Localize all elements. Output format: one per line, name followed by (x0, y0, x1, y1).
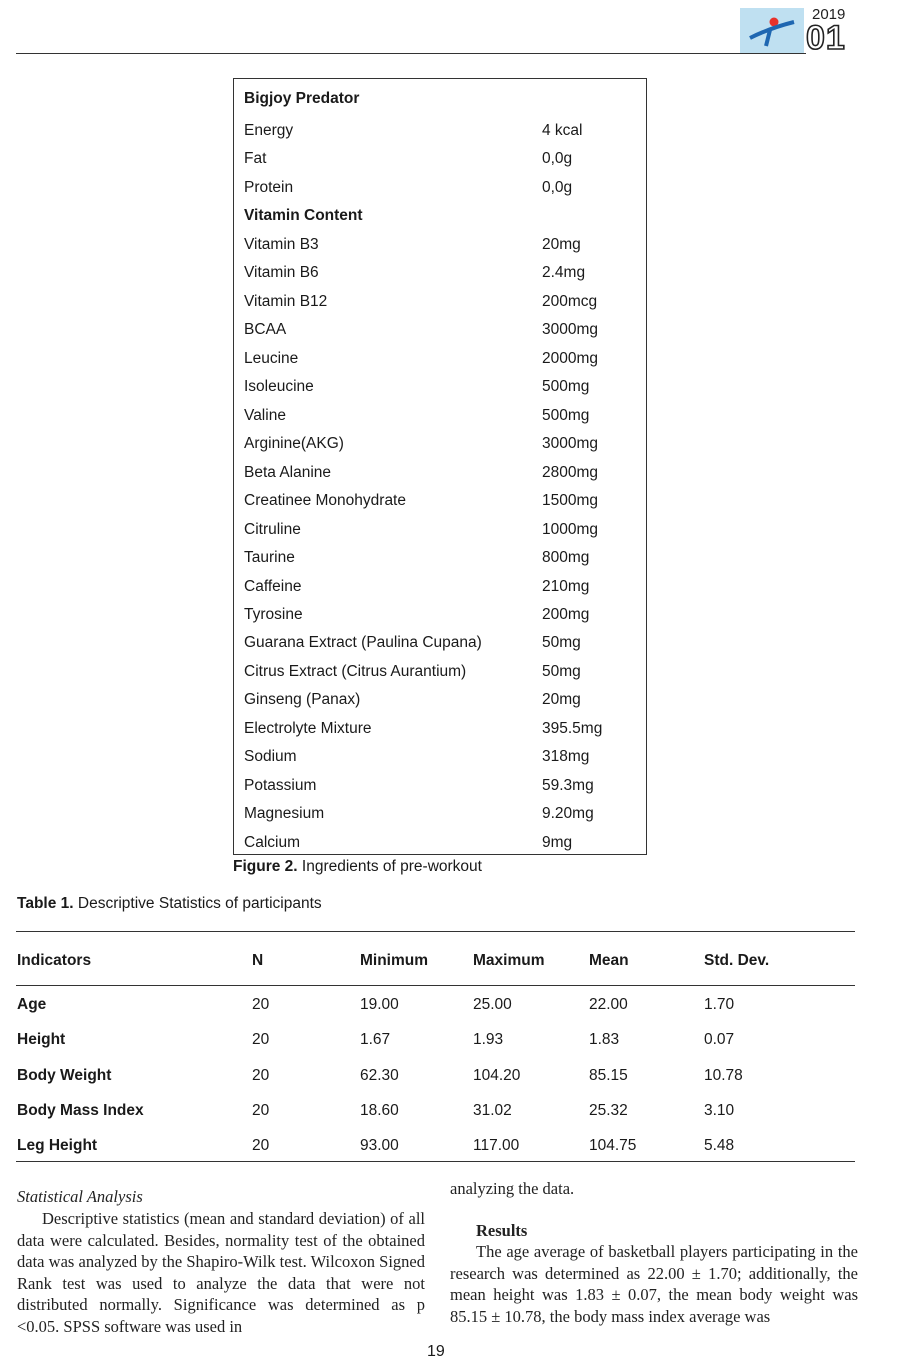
table-caption (17, 895, 322, 913)
table-bottom-rule (16, 1161, 855, 1162)
ingredient-amount: 2800mg (542, 464, 599, 481)
ingredient-name: Vitamin B3 (244, 236, 319, 253)
ingredient-name: Ginseng (Panax) (244, 691, 361, 708)
ingredient-amount: 0,0g (542, 179, 573, 196)
ingredient-name: Caffeine (244, 578, 302, 595)
ingredient-amount: 3000mg (542, 435, 599, 452)
table-cell: 25.32 (589, 1102, 628, 1119)
ingredient-amount: 500mg (542, 407, 590, 424)
table-cell: 117.00 (473, 1137, 520, 1154)
table-cell: 20 (252, 996, 270, 1013)
table-header-cell: Maximum (473, 952, 545, 969)
table-cell: 104.75 (589, 1137, 637, 1154)
ingredient-name: Citruline (244, 521, 301, 538)
table-cell: 19.00 (360, 996, 399, 1013)
table-cell: 18.60 (360, 1102, 399, 1119)
ingredient-amount: 2000mg (542, 350, 599, 367)
ingredient-amount: 200mg (542, 606, 590, 623)
table-header-cell: Minimum (360, 952, 429, 969)
ingredient-name: Arginine(AKG) (244, 435, 344, 452)
ingredients-figure (233, 78, 647, 855)
table-header-rule (16, 985, 855, 986)
ingredient-name: Citrus Extract (Citrus Aurantium) (244, 663, 467, 680)
ingredient-name: Vitamin B12 (244, 293, 328, 310)
table-cell: 1.67 (360, 1031, 391, 1048)
ingredient-name: Taurine (244, 549, 295, 566)
results-heading: Results (476, 1221, 528, 1240)
table-cell: 3.10 (704, 1102, 735, 1119)
ingredient-name: Creatinee Monohydrate (244, 492, 406, 509)
figure-caption (233, 858, 482, 876)
ingredient-amount: 50mg (542, 634, 581, 651)
statistical-analysis-paragraph: Descriptive statistics (mean and standard deviation) of all data were calculated. Besides, normality test of the obtained data was analyzed by the Shapiro-Wilk test. Wilcoxon Signed Rank test was used to analyze the data that were not distributed normally. Significance was determined as p <0.05. SPSS software was used in (17, 1209, 425, 1336)
ingredient-amount: 20mg (542, 236, 581, 253)
page-number: 19 (427, 1343, 445, 1360)
table-cell: 20 (252, 1102, 270, 1119)
table-cell: 104.20 (473, 1067, 521, 1084)
figure-caption-label: Figure 2. (233, 858, 298, 875)
table-cell: 20 (252, 1067, 270, 1084)
ingredient-name: Protein (244, 179, 294, 196)
journal-issue: 01 (806, 19, 846, 57)
ingredient-name: Vitamin Content (244, 207, 363, 224)
ingredient-amount: 200mcg (542, 293, 598, 310)
table-cell: 22.00 (589, 996, 628, 1013)
figure-caption-text: Ingredients of pre-workout (297, 858, 482, 875)
ingredient-amount: 4 kcal (542, 122, 583, 139)
ingredient-amount: 59.3mg (542, 777, 594, 794)
table-cell: 25.00 (473, 996, 512, 1013)
table-header-cell: Std. Dev. (704, 952, 770, 969)
journal-logo (740, 8, 804, 54)
header-rule (16, 53, 806, 54)
table-caption-label: Table 1. (17, 895, 74, 912)
ingredient-amount: 2.4mg (542, 264, 586, 281)
results-paragraph: The age average of basketball players participating in the research was determined as 22.00 ± 1.70; additionally, the mean height was 1.83 ± 0.07, the mean body weight was 85.15 ± 10.78, the body mass index average was (450, 1242, 858, 1326)
table-cell: 10.78 (704, 1067, 743, 1084)
ingredient-name: Sodium (244, 748, 297, 765)
table-cell: 93.00 (360, 1137, 399, 1154)
ingredient-amount: 318mg (542, 748, 590, 765)
table-cell: 1.93 (473, 1031, 504, 1048)
journal-year: 2019 (812, 6, 846, 23)
ingredient-name: Leucine (244, 350, 299, 367)
ingredient-amount: 0,0g (542, 150, 573, 167)
ingredient-name: Guarana Extract (Paulina Cupana) (244, 634, 482, 651)
table-cell: 20 (252, 1137, 270, 1154)
statistical-analysis-heading: Statistical Analysis (17, 1187, 143, 1206)
table-cell: 20 (252, 1031, 270, 1048)
ingredient-name: Beta Alanine (244, 464, 332, 481)
table-cell: 1.83 (589, 1031, 620, 1048)
table-cell: 62.30 (360, 1067, 399, 1084)
table-cell: 0.07 (704, 1031, 735, 1048)
table-caption-text: Descriptive Statistics of participants (73, 895, 322, 912)
ingredient-name: Energy (244, 122, 294, 139)
table-header-cell: Indicators (17, 952, 92, 969)
table-header-cell: N (252, 952, 264, 969)
ingredient-name: Valine (244, 407, 286, 424)
ingredient-name: Isoleucine (244, 378, 314, 395)
ingredient-amount: 9.20mg (542, 805, 594, 822)
ingredient-name: Calcium (244, 834, 300, 851)
ingredient-amount: 20mg (542, 691, 581, 708)
ingredient-amount: 3000mg (542, 321, 599, 338)
ingredient-amount: 1000mg (542, 521, 599, 538)
table-row-label: Height (17, 1031, 66, 1048)
figure-title: Bigjoy Predator (244, 90, 360, 107)
table-cell: 85.15 (589, 1067, 628, 1084)
ingredient-amount: 210mg (542, 578, 590, 595)
ingredient-amount: 9mg (542, 834, 573, 851)
ingredient-name: Fat (244, 150, 267, 167)
table-cell: 31.02 (473, 1102, 512, 1119)
ingredient-name: Potassium (244, 777, 317, 794)
ingredient-name: Tyrosine (244, 606, 303, 623)
statistical-analysis-continued: analyzing the data. (450, 1179, 575, 1198)
table-cell: 5.48 (704, 1137, 735, 1154)
ingredient-name: Vitamin B6 (244, 264, 319, 281)
table-header-cell: Mean (589, 952, 629, 969)
table-row-label: Body Weight (17, 1067, 112, 1084)
ingredient-name: Electrolyte Mixture (244, 720, 372, 737)
ingredient-amount: 500mg (542, 378, 590, 395)
table-cell: 1.70 (704, 996, 735, 1013)
ingredient-name: Magnesium (244, 805, 325, 822)
table-row-label: Body Mass Index (17, 1102, 144, 1119)
ingredient-amount: 800mg (542, 549, 590, 566)
table-row-label: Age (17, 996, 47, 1013)
ingredient-amount: 50mg (542, 663, 581, 680)
table-top-rule (16, 931, 855, 932)
ingredient-amount: 395.5mg (542, 720, 603, 737)
ingredient-amount: 1500mg (542, 492, 599, 509)
ingredient-name: BCAA (244, 321, 287, 338)
table-row-label: Leg Height (17, 1137, 98, 1154)
